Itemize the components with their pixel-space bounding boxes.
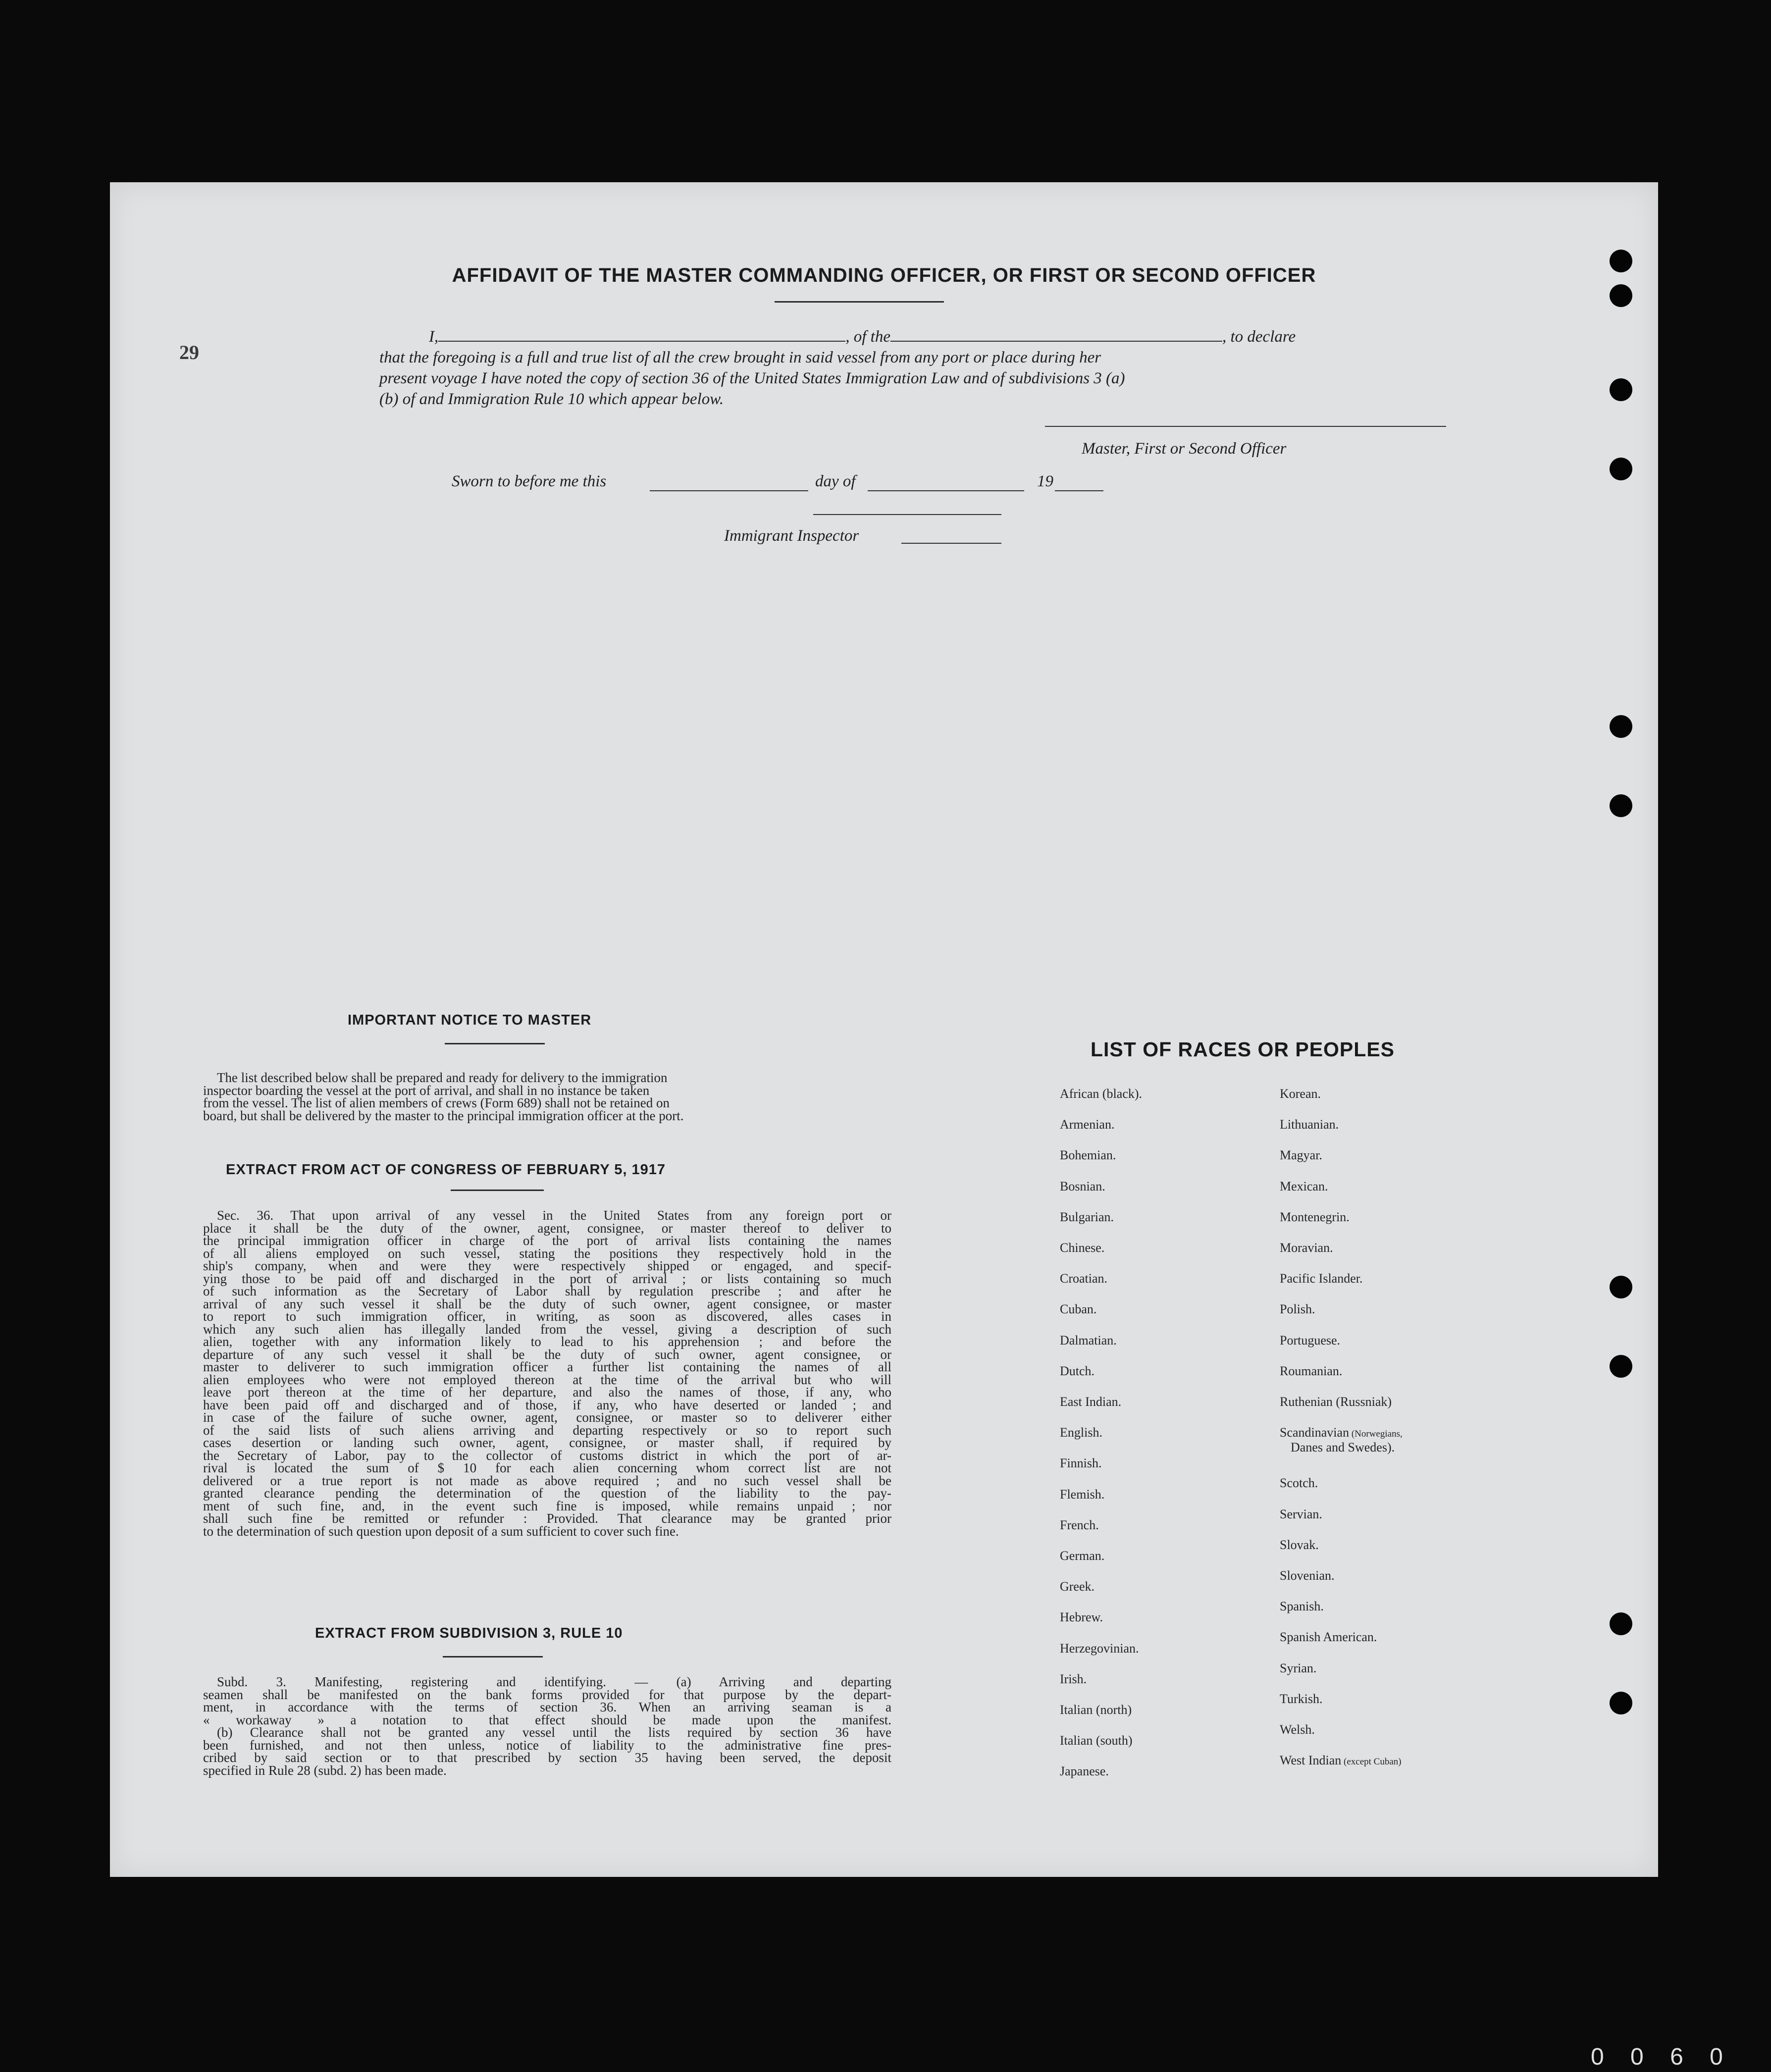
race-item: Moravian. [1280,1241,1333,1255]
race-item: Dutch. [1060,1363,1095,1378]
paragraph-line: shall such fine be remitted or refunder : Provided. That clearance may be granted prior [203,1511,891,1526]
paragraph-line: cases desertion or landing such owner, agent, consignee, or master shall, if required by [203,1435,891,1450]
paragraph-line: alien employees who were not employed thereon at the time of the arrival but who will [203,1372,891,1387]
paragraph-line: ment of such fine, and, in the event such fine is imposed, while remains unpaid ; nor [203,1498,891,1513]
notice-underline [445,1043,545,1044]
paragraph-line: been furnished, and not then unless, notice of liability to the administrative fine pres- [203,1737,891,1753]
race-item: Pacific Islander. [1280,1271,1363,1286]
notice-text: The list described below shall be prepared and ready for delivery to the immigration inspector boarding the vessel at the port of arrival, and shall in no instance be taken from the vessel. The list of alien members of crews (Form 689) shall not be retained on board, but shall be delivered by the master to the principal immigration officer at the port. [203,1070,684,1123]
race-item: Roumanian. [1280,1363,1343,1378]
paragraph-line: the Secretary of Labor, pay to the collector of customs district in which the port of ar- [203,1448,891,1463]
act-heading: EXTRACT FROM ACT OF CONGRESS OF FEBRUARY 5, 1917 [226,1162,666,1178]
race-item: Syrian. [1280,1660,1317,1675]
paragraph-line: ying those to be paid off and discharged in the port of arrival ; or lists containing so much [203,1271,891,1286]
race-item: Turkish. [1280,1691,1323,1706]
race-item: Korean. [1280,1087,1321,1101]
paragraph-line: of all aliens employed on such vessel, stating the positions they respectively hold in the [203,1245,891,1261]
paragraph-line: Sec. 36. That upon arrival of any vessel in the United States from any foreign port or [217,1208,891,1223]
paragraph-line: ment, in accordance with the terms of section 36. When an arriving seaman is a [203,1700,891,1714]
race-item: Portuguese. [1280,1333,1341,1347]
paragraph-line: seamen shall be manifested on the bank forms provided for that purpose by the depart- [203,1687,891,1702]
punch-hole [1610,458,1632,480]
race-item: Montenegrin. [1280,1209,1350,1224]
races-title: LIST OF RACES OR PEOPLES [1091,1038,1395,1061]
race-item: West Indian (except Cuban) [1280,1753,1402,1768]
notice-heading: IMPORTANT NOTICE TO MASTER [348,1012,592,1028]
race-item: Finnish. [1060,1456,1102,1471]
punch-hole [1610,1692,1632,1714]
race-item: Slovenian. [1280,1568,1335,1583]
race-item: Spanish American. [1280,1630,1377,1645]
rule-text [203,1676,891,1777]
title-underline [775,301,944,303]
race-item: Bulgarian. [1060,1209,1114,1224]
punch-hole [1610,1276,1632,1298]
sworn-day-line [650,490,808,491]
paragraph-line: the principal immigration officer in charge of the port of arrival lists containing the names [203,1233,891,1248]
inspector-tail-line [901,543,1001,544]
punch-hole [1610,1355,1632,1378]
race-item: Armenian. [1060,1117,1115,1132]
race-item: Italian (north) [1060,1703,1132,1717]
sworn-year-line [1055,490,1103,491]
race-item: African (black). [1060,1087,1143,1101]
race-item: Scotch. [1280,1476,1318,1491]
paragraph-line: « workaway » a notation to that effect should be made upon the manifest. [203,1712,891,1727]
race-item: Japanese. [1060,1764,1109,1779]
punch-hole [1610,794,1632,817]
paragraph-line: alien, together with any information likely to lead to his apprehension ; and before the [203,1334,891,1349]
race-item: Lithuanian. [1280,1117,1339,1132]
race-item: Flemish. [1060,1487,1105,1502]
race-item: Bosnian. [1060,1179,1105,1193]
rule-heading: EXTRACT FROM SUBDIVISION 3, RULE 10 [315,1625,623,1641]
paragraph-line: which any such alien has illegally landed from the vessel, giving a description of such [203,1321,891,1337]
affidavit-line-2: that the foregoing is a full and true list of all the crew brought in said vessel from any port or place during her [379,349,1101,366]
paragraph-line: departure of any such vessel it shall be the duty of such owner, agent consignee, or [203,1347,891,1362]
race-item: East Indian. [1060,1395,1122,1409]
race-item: Polish. [1280,1302,1315,1317]
race-note: (except Cuban) [1341,1757,1402,1767]
race-item: Bohemian. [1060,1148,1116,1163]
master-signature-line [1045,426,1446,427]
race-item: Cuban. [1060,1302,1097,1317]
punch-hole [1610,715,1632,738]
affidavit-title: AFFIDAVIT OF THE MASTER COMMANDING OFFICER, OR FIRST OR SECOND OFFICER [452,264,1316,286]
race-item: Chinese. [1060,1241,1105,1255]
paragraph-line: ship's company, when and were they were respectively shipped or engaged, and specif- [203,1258,891,1273]
paragraph-line: rival is located the sum of $ 10 for each alien concerning whom correct list are not [203,1460,891,1475]
race-item: Dalmatian. [1060,1333,1117,1347]
race-note: Danes and Swedes). [1291,1440,1395,1455]
paragraph-line: master to deliverer to such immigration officer a further list containing the names of all [203,1359,891,1374]
paragraph-line: place it shall be the duty of the owner, agent, consignee, or master thereof to deliver to [203,1220,891,1236]
affidavit-line-3: present voyage I have noted the copy of section 36 of the United States Immigration Law and of subdivisions 3 (a) [379,369,1125,387]
paragraph-line: have been paid off and discharged and of those, if any, who have deserted or landed ; and [203,1397,891,1412]
punch-hole [1610,1612,1632,1635]
act-underline [451,1190,544,1191]
race-item: Greek. [1060,1579,1095,1594]
punch-hole [1610,378,1632,401]
form-page [110,182,1658,1877]
punch-hole [1610,284,1632,307]
race-item: Scandinavian (Norwegians, Danes and Swedes). [1280,1425,1403,1455]
race-item: Servian. [1280,1506,1322,1521]
sworn-month-line [868,490,1024,491]
race-item: Slovak. [1280,1537,1319,1552]
paragraph-line: in case of the failure of suche owner, agent, consignee, or master so to deliverer either [203,1410,891,1425]
master-label: Master, First or Second Officer [1082,440,1287,458]
race-item: Herzegovinian. [1060,1641,1139,1656]
paragraph-line: Subd. 3. Manifesting, registering and identifying. — (a) Arriving and departing [217,1674,891,1689]
race-item: Ruthenian (Russniak) [1280,1395,1392,1409]
race-note: (Norwegians, [1349,1429,1403,1440]
race-item: Italian (south) [1060,1733,1133,1748]
paragraph-line: granted clearance pending the determination of the question of the liability to the pay- [203,1486,891,1501]
paragraph-line: arrival of any such vessel it shall be the duty of such owner, agent consignee, or master [203,1296,891,1311]
paragraph-line: to the determination of such question upon deposit of a sum sufficient to cover such fine. [203,1523,679,1539]
paragraph-line: of the said lists of such aliens arriving and departing respectively or so to report such [203,1422,891,1438]
year-label: 19 [1037,472,1053,490]
paragraph-line: of such information as the Secretary of Labor shall by regulation prescribe ; and after he [203,1284,891,1298]
race-item: Croatian. [1060,1271,1108,1286]
affidavit-line-1: I, , of the , to declare [379,326,1449,348]
paragraph-line: specified in Rule 28 (subd. 2) has been made. [203,1762,447,1778]
race-item: Hebrew. [1060,1610,1103,1625]
race-item: English. [1060,1425,1102,1440]
race-item: Irish. [1060,1671,1087,1686]
day-of-label: day of [815,472,856,490]
rule-underline [443,1656,543,1658]
race-item: Magyar. [1280,1148,1322,1163]
race-item: Spanish. [1280,1599,1324,1614]
inspector-label: Immigrant Inspector [724,527,859,545]
inspector-signature-line [813,514,1001,515]
race-item: German. [1060,1549,1105,1563]
corner-digits: 0 0 6 0 [1591,2044,1733,2070]
sworn-label: Sworn to before me this [452,472,607,490]
race-item: Mexican. [1280,1179,1328,1193]
affidavit-line-4: (b) of and Immigration Rule 10 which appear below. [379,390,724,408]
paragraph-line: leave port thereon at the time of her departure, and also the names of those, if any, who [203,1385,891,1399]
race-item: French. [1060,1517,1099,1532]
paragraph-line: delivered or a true report is not made as above required ; and no such vessel shall be [203,1473,891,1488]
race-item: Welsh. [1280,1722,1315,1737]
paragraph-line: cribed by said section or to that prescribed by section 35 having been served, the deposit [203,1750,891,1765]
act-text [203,1209,891,1538]
paragraph-line: (b) Clearance shall not be granted any vessel until the lists required by section 36 have [217,1725,891,1740]
margin-mark: 29 [179,341,199,363]
paragraph-line: to report to such immigration officer, in writing, as soon as discovered, alles cases in [203,1309,891,1324]
